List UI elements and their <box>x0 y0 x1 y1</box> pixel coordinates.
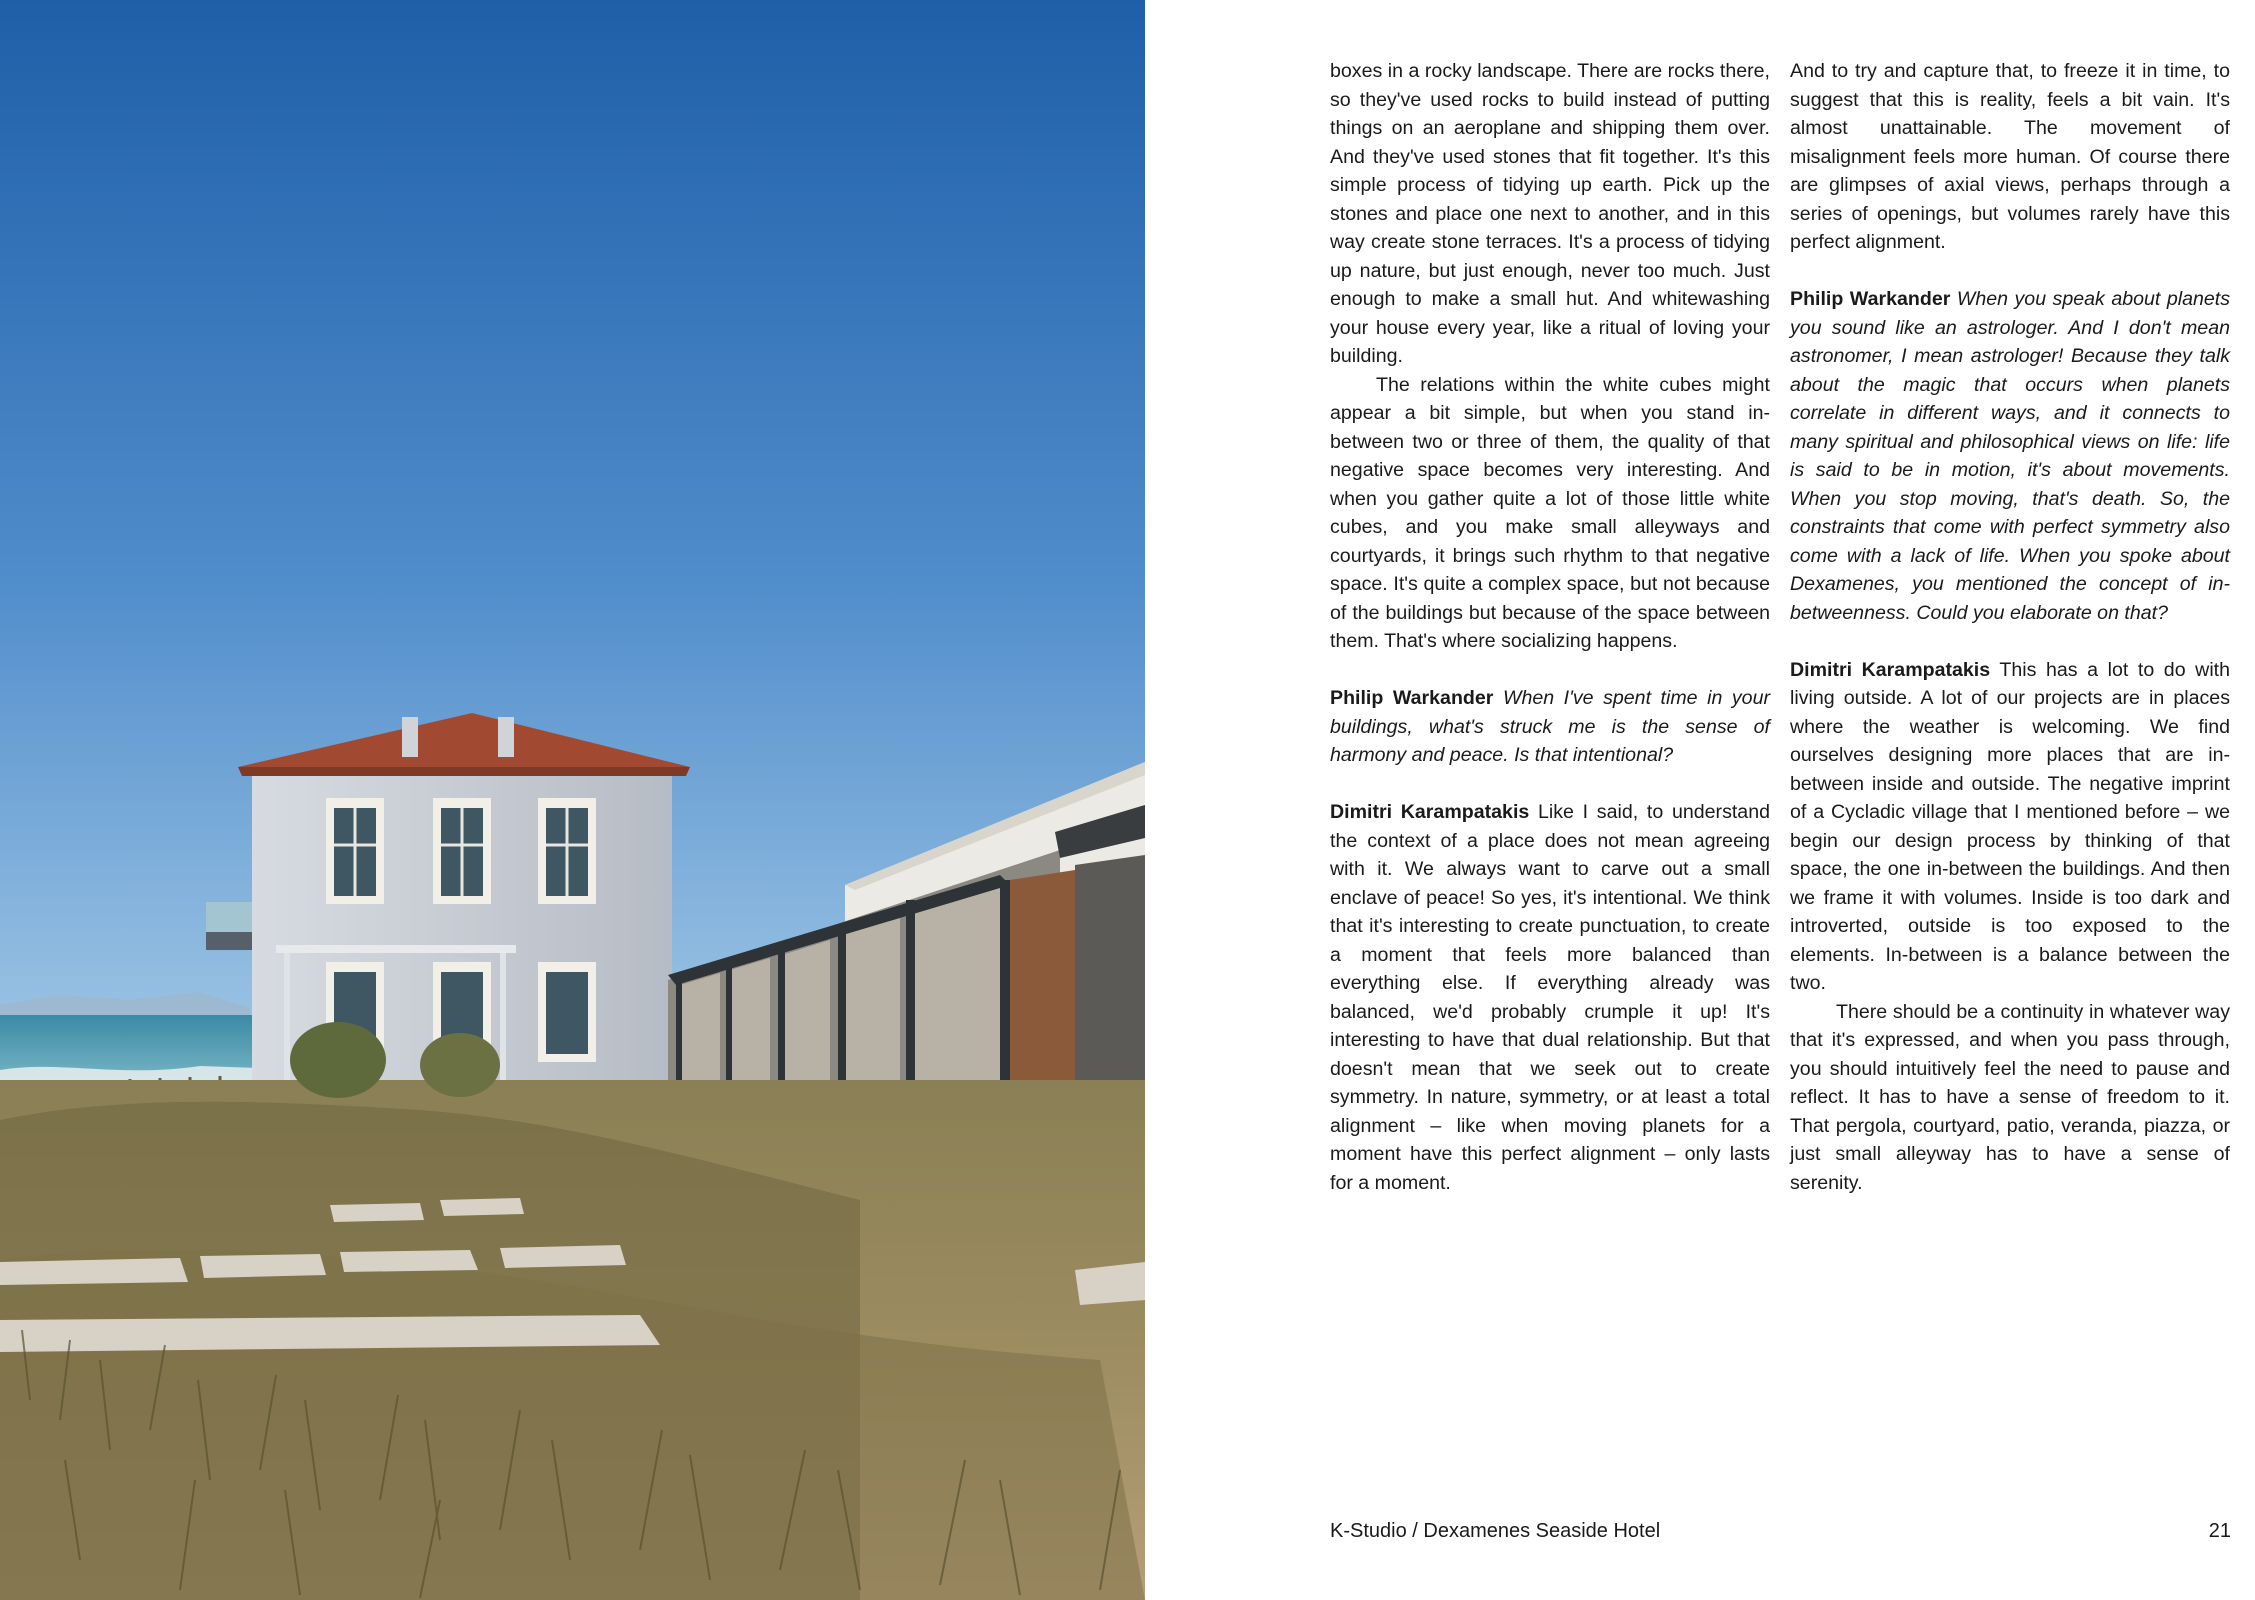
text-column-left <box>1330 57 1770 1197</box>
body-paragraph <box>1330 57 1770 371</box>
question-text: When I've spent time in your buildings, what's struck me is the sense of harmony and peace. Is that intentional? <box>1330 687 1770 766</box>
interview-answer <box>1790 656 2230 998</box>
paragraph-text: There should be a continuity in whatever way that it's expressed, and when you pass through, you should intuitively feel the need to pause and reflect. It has to have a sense of freedom to it. That pergola, courtyard, patio, veranda, piazza, or just small alleyway has to have a sense of serenity. <box>1790 1000 2230 1194</box>
speaker-name: Philip Warkander <box>1790 288 1951 310</box>
question-text: When you speak about planets you sound like an astrologer. And I don't mean astronomer, I mean astrologer! Because they talk about the magic that occurs when planets correlate in different ways, and it connects to many spiritual and philosophical views on life: life is said to be in motion, it's about movements. When you stop moving, that's death. So, the constraints that come with perfect symmetry also come with a lack of life. When you spoke about Dexamenes, you mentioned the concept of in-betweenness. Could you elaborate on that? <box>1790 288 2230 624</box>
text-column-right <box>1790 57 2230 1197</box>
article-page <box>1145 0 2255 1600</box>
body-paragraph <box>1790 998 2230 1198</box>
answer-text: This has a lot to do with living outside. A lot of our projects are in places where the weather is welcoming. We find ourselves designing more places that are in-between inside and outside. The negative imprint of a Cycladic village that I mentioned before – we begin our design process by thinking of that space, the one in-between the buildings. And then we frame it with volumes. Inside is too dark and introverted, outside is too exposed to the elements. In-between is a balance between the two. <box>1790 658 2231 994</box>
interview-answer <box>1330 798 1770 1197</box>
page-number: 21 <box>2208 1520 2231 1542</box>
neoclassical-house <box>206 713 690 1083</box>
dune-grass <box>0 1022 1145 1600</box>
interview-question <box>1330 684 1770 770</box>
speaker-name: Dimitri Karampatakis <box>1330 801 1530 823</box>
speaker-name: Dimitri Karampatakis <box>1790 658 1991 681</box>
answer-text: Like I said, to understand the context of a place does not mean agreeing with it. We always want to carve out a small enclave of peace! So yes, it's intentional. We think that it's interesting to create punctuation, to create a moment that feels more balanced than everything else. If everything already was balanced, we'd probably crumple it up! It's interesting to have that dual relationship. But that doesn't mean that we seek out to create symmetry. In nature, symmetry, or at least a total alignment – like when moving planets for a moment have this perfect alignment – only lasts for a moment. <box>1330 801 1770 1194</box>
paragraph-text: The relations within the white cubes might appear a bit simple, but when you stand in-between two or three of them, the quality of that negative space becomes very interesting. And when you gather quite a lot of those little white cubes, and you make small alleyways and courtyards, it brings such rhythm to that negative space. It's quite a complex space, but not because of the buildings but because of the space between them. That's where socializing happens. <box>1330 373 1770 652</box>
body-paragraph <box>1330 371 1770 656</box>
body-paragraph <box>1790 57 2230 257</box>
running-footer-title: K-Studio / Dexamenes Seaside Hotel <box>1330 1520 1661 1542</box>
paragraph-text: And to try and capture that, to freeze it in time, to suggest that this is reality, feels a bit vain. It's almost unattainable. The movement of misalignment feels more human. Of course there are glimpses of axial views, perhaps through a series of openings, but volumes rarely have this perfect alignment. <box>1790 60 2230 253</box>
interview-question <box>1790 285 2230 627</box>
speaker-name: Philip Warkander <box>1330 687 1494 709</box>
paragraph-text: boxes in a rocky landscape. There are rocks there, so they've used rocks to build instead of putting things on an aeroplane and shipping them over. And they've used stones that fit together. It's this simple process of tidying up earth. Pick up the stones and place one next to another, and in this way create stone terraces. It's a process of tidying up nature, but just enough, never too much. Just enough to make a small hut. And whitewashing your house every year, like a ritual of loving your building. <box>1330 60 1770 367</box>
